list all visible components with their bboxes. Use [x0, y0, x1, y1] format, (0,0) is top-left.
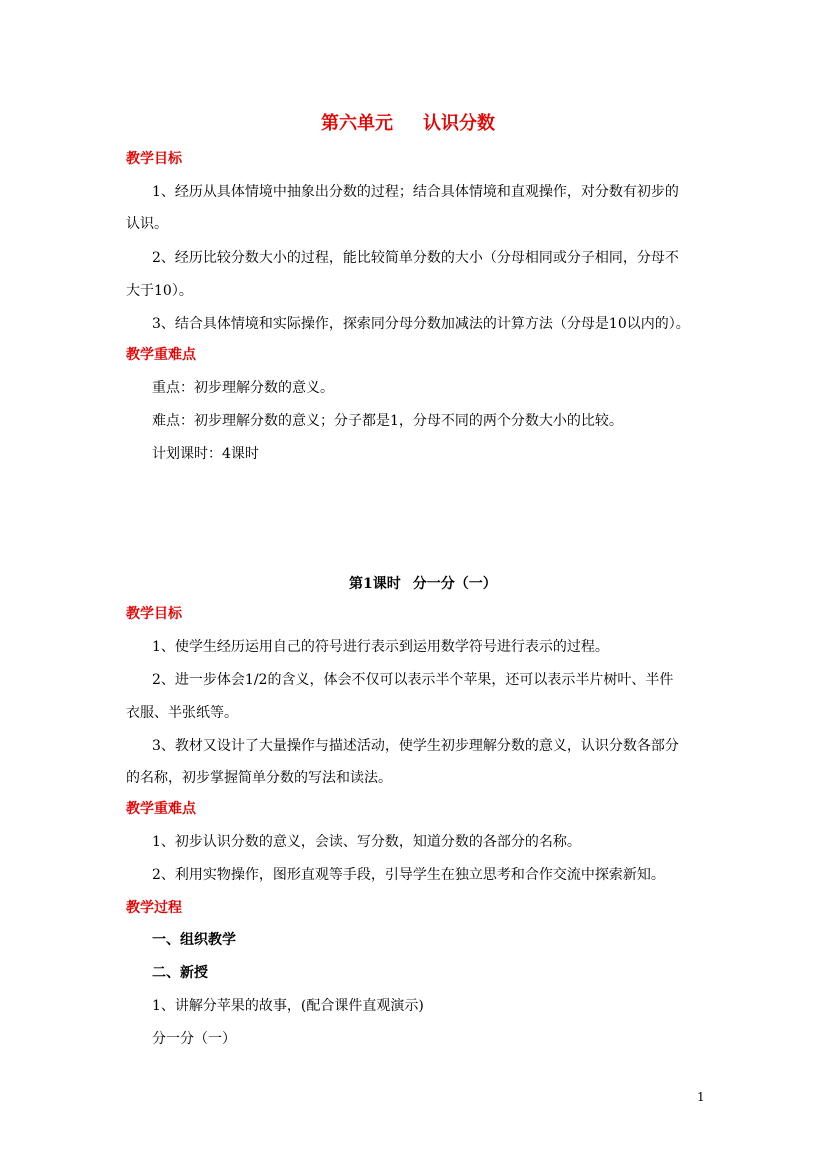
process-step-2: 二、新授 — [152, 965, 208, 981]
process-item-1: 1、讲解分苹果的故事，(配合课件直观演示) — [152, 998, 424, 1014]
process-heading: 教学过程 — [126, 900, 182, 916]
unit-goals-heading: 教学目标 — [126, 151, 182, 167]
unit-goal-3: 3、结合具体情境和实际操作，探索同分母分数加减法的计算方法（分母是10以内的）。 — [152, 316, 690, 332]
page-number: 1 — [697, 1090, 705, 1104]
unit-hours: 计划课时：4课时 — [152, 446, 259, 462]
process-item-2: 分一分（一） — [152, 1031, 236, 1047]
unit-title-part1: 第六单元 — [321, 113, 393, 134]
lesson-title — [349, 575, 497, 593]
lesson-key-2: 2、利用实物操作，图形直观等手段，引导学生在独立思考和合作交流中探索新知。 — [152, 867, 665, 883]
lesson-goal-2-line2: 衣服、半张纸等。 — [126, 705, 238, 721]
lesson-title-part2: 分一分（一） — [412, 576, 497, 592]
unit-key-heading: 教学重难点 — [126, 347, 196, 363]
unit-goal-1-line1: 1、经历从具体情境中抽象出分数的过程；结合具体情境和直观操作，对分数有初步的 — [152, 184, 679, 200]
lesson-goal-1: 1、使学生经历运用自己的符号进行表示到运用数学符号进行表示的过程。 — [152, 639, 609, 655]
lesson-key-heading: 教学重难点 — [126, 801, 196, 817]
unit-goal-2-line2: 大于10）。 — [126, 283, 193, 299]
unit-title-part2: 认识分数 — [423, 113, 495, 134]
unit-difficulty: 难点：初步理解分数的意义；分子都是1，分母不同的两个分数大小的比较。 — [152, 413, 623, 429]
process-step-1: 一、组织教学 — [152, 932, 236, 948]
lesson-goals-heading: 教学目标 — [126, 606, 182, 622]
lesson-goal-3-line2: 的名称，初步掌握简单分数的写法和读法。 — [126, 770, 392, 786]
unit-title — [321, 113, 495, 135]
lesson-key-1: 1、初步认识分数的意义，会读、写分数，知道分数的各部分的名称。 — [152, 834, 581, 850]
unit-key-point: 重点：初步理解分数的意义。 — [152, 380, 334, 396]
lesson-title-part1: 第1课时 — [349, 576, 401, 592]
unit-goal-2-line1: 2、经历比较分数大小的过程，能比较简单分数的大小（分母相同或分子相同，分母不 — [152, 250, 679, 266]
unit-goal-1-line2: 认识。 — [126, 216, 168, 232]
lesson-goal-3-line1: 3、教材又设计了大量操作与描述活动，使学生初步理解分数的意义，认识分数各部分 — [152, 738, 679, 754]
lesson-goal-2-line1: 2、进一步体会1/2的含义，体会不仅可以表示半个苹果，还可以表示半片树叶、半件 — [152, 672, 674, 688]
